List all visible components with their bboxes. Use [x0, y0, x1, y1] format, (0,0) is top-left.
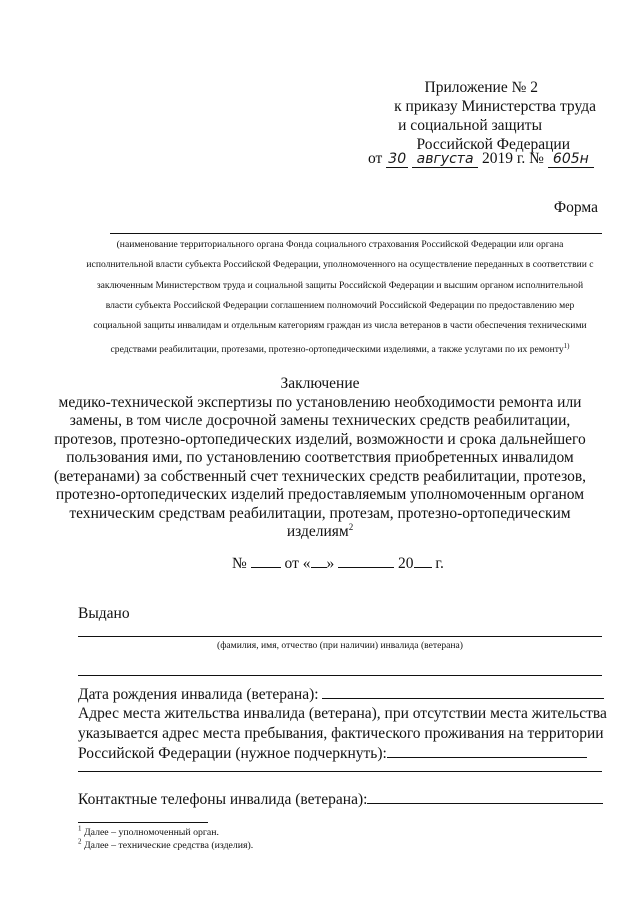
year-prefix: 20 [398, 555, 414, 572]
handwritten-order-number: 605н [548, 151, 594, 168]
address-line: указывается адрес места пребывания, фактического проживания на территории [78, 724, 604, 742]
number-blank[interactable] [251, 553, 281, 568]
footnote-2: $^2$ Далее – технические средства (изделия). [78, 837, 254, 851]
conclusion-number-line [232, 553, 444, 573]
address-field [78, 704, 607, 764]
address-extra-line[interactable] [78, 771, 602, 772]
order-date-line [368, 150, 594, 168]
title-line: техническим средствам реабилитации, протезам, протезно-ортопедическим [69, 504, 571, 522]
day-blank[interactable] [311, 553, 327, 568]
form-label: Форма [553, 199, 598, 216]
fio-blank-line[interactable] [78, 636, 602, 637]
year-suffix: г. [435, 555, 444, 572]
org-name-blank-line [110, 233, 602, 234]
appendix-ministry-line: и социальной защиты [398, 117, 542, 134]
address-blank[interactable] [387, 743, 587, 758]
number-sign: № [232, 555, 247, 572]
appendix-order-ref: к приказу Министерства труда [394, 98, 596, 115]
org-caption-line: власти субъекта Российской Федерации соглашением полномочий Российской Федерации по предоставлению мер [105, 299, 575, 311]
org-caption-line: средствами реабилитации, протезами, протезно-ортопедическими изделиями, а также услугами по их ремонту$^{1)}$ [110, 342, 570, 356]
month-blank[interactable] [338, 553, 394, 568]
issued-label: Выдано [78, 605, 130, 622]
title-line: пользования ими, по установлению соответствия приобретенных инвалидом [66, 449, 574, 466]
appendix-number: Приложение № 2 [424, 79, 538, 96]
title-line: (ветеранами) за собственный счет технических средств реабилитации, протезов, [53, 467, 587, 485]
from-label: от « [284, 555, 311, 572]
address-line: Российской Федерации (нужное подчеркнуть): [78, 743, 602, 764]
document-title [40, 375, 600, 542]
appendix-country-line: Российской Федерации [416, 136, 570, 153]
footnote-ref-2: 2 [348, 521, 354, 532]
footnotes [78, 826, 253, 852]
title-line: замены, в том числе досрочной замены технических средств реабилитации, [69, 412, 571, 429]
fio-caption: (фамилия, имя, отчество (при наличии) инвалида (ветерана) [217, 640, 463, 651]
title-line: протезно-ортопедических изделий предоставляемым уполномоченным органом [55, 486, 585, 503]
org-caption-line: заключенным Министерством труда и социальной защиты Российской Федерации и высшим органом исполнительной [96, 279, 584, 291]
handwritten-month: августа [412, 151, 478, 168]
handwritten-day: 30 [386, 151, 408, 168]
org-caption [78, 235, 602, 361]
org-caption-line: социальной защиты инвалидам и отдельным категориям граждан из числа ветеранов в части обеспечения техническими [93, 320, 587, 332]
birth-date-blank[interactable] [322, 684, 604, 699]
org-caption-line: (наименование территориального органа Фонда социального страхования Российской Федерации или органа [116, 239, 564, 250]
org-caption-line: исполнительной власти субъекта Российской Федерации, уполномоченного на осуществление переданных в соответствии с [86, 259, 594, 271]
extra-blank-line[interactable] [78, 675, 602, 676]
footnote-1: $^1$ Далее – уполномоченный орган. [78, 824, 219, 838]
phones-blank[interactable] [367, 789, 603, 804]
year-blank[interactable] [414, 553, 432, 568]
close-quote: » [326, 555, 335, 572]
date-year-text: 2019 г. № [481, 150, 544, 167]
phones-field [78, 789, 603, 809]
title-line: изделиям$^2$ [286, 521, 354, 540]
footnote-separator [78, 822, 208, 823]
title-line: протезов, протезно-ортопедических изделий, возможности и срока дальнейшего [54, 430, 586, 448]
footnote-ref-1: 1) [563, 342, 570, 351]
title-heading: Заключение [280, 375, 360, 392]
address-line: Адрес места жительства инвалида (ветерана), при отсутствии места жительства [78, 705, 607, 722]
phones-label: Контактные телефоны инвалида (ветерана): [78, 791, 368, 808]
title-line: медико-технической экспертизы по установлению необходимости ремонта или [58, 393, 582, 411]
birth-date-field [78, 684, 604, 704]
date-prefix: от [368, 150, 383, 167]
birth-date-label: Дата рождения инвалида (ветерана): [78, 686, 319, 703]
appendix-header [330, 78, 600, 154]
